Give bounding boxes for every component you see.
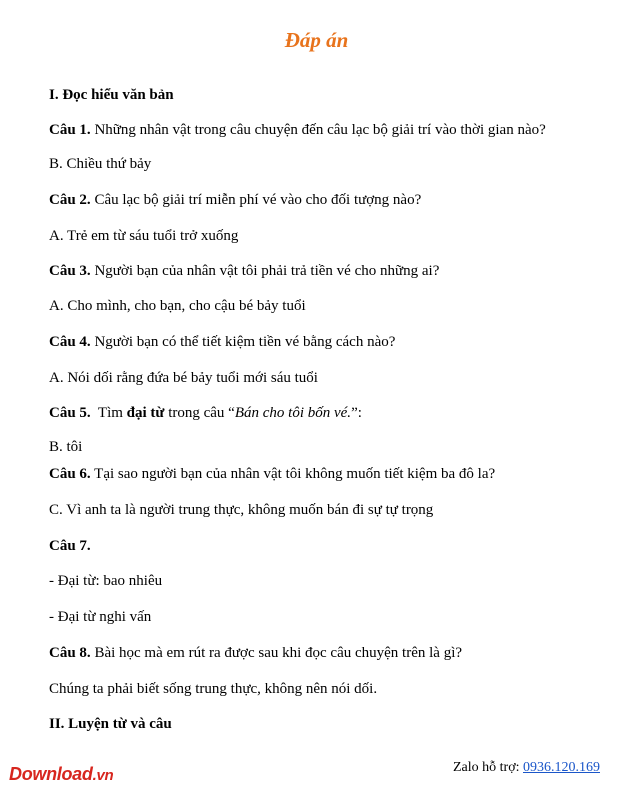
question-5-quote: Bán cho tôi bốn vé. bbox=[234, 405, 352, 421]
question-4 bbox=[49, 333, 395, 351]
support-phone-link[interactable]: 0936.120.169 bbox=[523, 760, 600, 775]
question-2-text: Câu lạc bộ giải trí miễn phí vé vào cho đối tượng nào? bbox=[90, 192, 422, 208]
question-5-label: Câu 5. bbox=[49, 405, 91, 421]
answer-5: B. tôi bbox=[49, 439, 83, 455]
support-label: Zalo hỗ trợ: bbox=[453, 760, 523, 775]
question-6-text: Tại sao người bạn của nhân vật tôi không muốn tiết kiệm ba đô la? bbox=[90, 466, 496, 482]
question-1 bbox=[49, 121, 546, 139]
question-2-label: Câu 2. bbox=[49, 192, 91, 208]
question-8 bbox=[49, 644, 462, 662]
logo-main-text: Download bbox=[9, 764, 93, 784]
question-4-label: Câu 4. bbox=[49, 334, 91, 350]
question-7-label: Câu 7. bbox=[49, 538, 91, 554]
answer-7-line-1: - Đại từ: bao nhiêu bbox=[49, 573, 163, 589]
question-5-text-post: ”: bbox=[351, 405, 362, 421]
question-2 bbox=[49, 191, 421, 209]
question-5-bold-word: đại từ bbox=[126, 405, 165, 421]
answer-6: C. Vì anh ta là người trung thực, không muốn bán đi sự tự trọng bbox=[49, 502, 434, 518]
download-logo[interactable] bbox=[9, 764, 113, 785]
question-6 bbox=[49, 465, 495, 483]
question-4-text: Người bạn có thể tiết kiệm tiền vé bằng cách nào? bbox=[90, 334, 396, 350]
page-title: Đáp án bbox=[284, 28, 349, 52]
support-contact bbox=[453, 760, 600, 776]
question-5-text-pre: Tìm bbox=[90, 405, 127, 421]
question-1-text: Những nhân vật trong câu chuyện đến câu lạc bộ giải trí vào thời gian nào? bbox=[90, 122, 546, 138]
answer-3: A. Cho mình, cho bạn, cho cậu bé bảy tuổi bbox=[49, 298, 306, 314]
question-3-text: Người bạn của nhân vật tôi phải trả tiền vé cho những ai? bbox=[90, 263, 440, 279]
question-8-label: Câu 8. bbox=[49, 645, 91, 661]
question-1-label: Câu 1. bbox=[49, 122, 91, 138]
answer-1: B. Chiều thứ bảy bbox=[49, 156, 152, 172]
question-3 bbox=[49, 262, 439, 280]
question-3-label: Câu 3. bbox=[49, 263, 91, 279]
answer-2: A. Trẻ em từ sáu tuổi trở xuống bbox=[49, 228, 239, 244]
answer-8: Chúng ta phải biết sống trung thực, không nên nói dối. bbox=[49, 681, 378, 697]
question-5 bbox=[49, 404, 362, 422]
answer-4: A. Nói dối rằng đứa bé bảy tuổi mới sáu tuổi bbox=[49, 370, 318, 386]
question-6-label: Câu 6. bbox=[49, 466, 91, 482]
section-heading-reading: I. Đọc hiểu văn bản bbox=[49, 87, 174, 103]
question-8-text: Bài học mà em rút ra được sau khi đọc câu chuyện trên là gì? bbox=[90, 645, 463, 661]
section-heading-vocabulary: II. Luyện từ và câu bbox=[49, 716, 172, 732]
question-5-text-mid: trong câu “ bbox=[164, 405, 235, 421]
answer-7-line-2: - Đại từ nghi vấn bbox=[49, 609, 152, 625]
logo-tld-text: .vn bbox=[92, 767, 114, 784]
